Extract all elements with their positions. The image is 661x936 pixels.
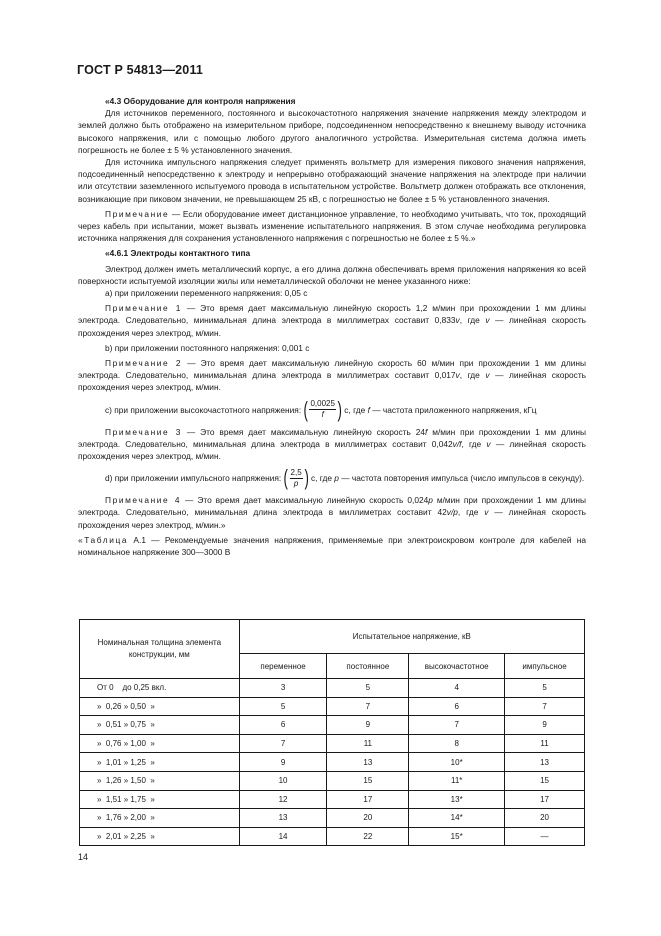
table-cell-thickness: » 1,51 » 1,75 »: [80, 790, 240, 809]
table-cell-thickness: » 1,01 » 1,25 »: [80, 753, 240, 772]
note-label: Примечание: [105, 208, 170, 219]
voltage-table: [79, 619, 585, 846]
table-cell-value: 20: [327, 809, 409, 828]
note-label: Примечание 4: [105, 495, 182, 506]
table-cell-value: 11: [327, 734, 409, 753]
note-1: Примечание 1 — Это время дает максимальную линейную скорость 1,2 м/мин при прохождении 1 мм длины электрода. Следовательно, минимальная длина электрода в миллиметрах составит 0,833v, где v — линейная скорость прохождения через электрод, м/мин.: [78, 303, 586, 338]
table-row: [80, 697, 585, 716]
table-cell-value: 12: [239, 790, 327, 809]
table-cell-value: 7: [505, 697, 585, 716]
table-cell-value: 10*: [409, 753, 505, 772]
note-2: Примечание 2 — Это время дает максимальную линейную скорость 60 м/мин при прохождении 1 мм длины электрода. Следовательно, минимальная длина электрода в миллиметрах составит 0,017v, где v — линейная скорость прохождения через электрод, м/мин.: [78, 358, 587, 393]
table-row: [80, 771, 585, 790]
table-cell-value: 20: [505, 809, 585, 828]
table-cell-value: 8: [409, 734, 505, 753]
section-heading-4-3: «4.3 Оборудование для контроля напряжения: [105, 96, 296, 106]
table-cell-value: 7: [409, 716, 505, 735]
table-cell-value: 22: [327, 827, 409, 846]
table-cell-thickness: » 1,26 » 1,50 »: [80, 771, 240, 790]
note-3: Примечание 3 — Это время дает максимальную линейную скорость 24f м/мин при прохождении 1 мм длины электрода. Следовательно, минимальная длина электрода в миллиметрах составит 0,042v/f, где v — линейная скорость прохождения через электрод, м/мин.: [78, 426, 587, 462]
table-cell-thickness: » 1,76 » 2,00 »: [80, 809, 240, 828]
paragraph: Для источника импульсного напряжения следует применять вольтметр для измерения пикового значения напряжения, подсоединенный непосредственно к электроду и непрерывно отображающий значение напряжения на электроде при наличии или отсутствии заземленного испытуемого провода в испытательном устройстве. Вольтметр должен отображать все отклонения, возникающие при пиковом значении, не превышающем 25 кВ, с погрешностью не более ± 5 % установленного значения.: [78, 157, 586, 204]
table-row: [80, 753, 585, 772]
table-cell-value: 11*: [409, 771, 505, 790]
table-cell-value: 10: [239, 771, 327, 790]
note-text: — Если оборудование имеет дистанционное управление, то необходимо учитывать, что ток, проходящий через кабель при испытании, может вызвать изменение испытательного напряжения. В этом случае необходима регулировка источника напряжения для сохранения установленного напряжения с погрешностью не более ± 5 %.»: [78, 208, 586, 244]
table-cell-value: 14: [239, 827, 327, 846]
table-cell-value: 3: [239, 679, 327, 698]
list-item-a: a) при приложении переменного напряжения: 0,05 с: [105, 288, 308, 299]
table-cell-value: 15*: [409, 827, 505, 846]
table-cell-value: —: [505, 827, 585, 846]
table-cell-value: 15: [327, 771, 409, 790]
table-body: [80, 679, 585, 846]
table-row: [80, 790, 585, 809]
table-subheader: переменное: [239, 654, 327, 679]
page-number: 14: [78, 852, 89, 862]
formula: ( $\frac{2,5}{p}$ ): [283, 465, 309, 491]
table-cell-value: 7: [239, 734, 327, 753]
list-item-c: c) при приложении высокочастотного напряжения: ( $\frac{0,0025}{f}$ ) с, где f — частота приложенного напряжения, кГц: [105, 396, 537, 422]
table-cell-value: 13: [327, 753, 409, 772]
table-row: [80, 809, 585, 828]
note: [78, 208, 586, 245]
table-cell-value: 14*: [409, 809, 505, 828]
table-cell-value: 7: [327, 697, 409, 716]
table-subheader: постоянное: [327, 654, 409, 679]
table-row: [80, 679, 585, 698]
table-row: [80, 734, 585, 753]
table-cell-value: 13: [239, 809, 327, 828]
section-heading-4-6-1: «4.6.1 Электроды контактного типа: [105, 248, 251, 259]
table-header-test-voltage: Испытательное напряжение, кВ: [239, 620, 584, 654]
table-cell-value: 5: [505, 679, 585, 698]
table-cell-value: 17: [505, 790, 585, 809]
page-header: ГОСТ Р 54813—2011: [77, 63, 204, 77]
table-cell-value: 5: [239, 697, 327, 716]
table-cell-thickness: » 2,01 » 2,25 »: [80, 827, 240, 846]
formula: ( $\frac{0,0025}{f}$ ): [303, 396, 342, 422]
table-cell-thickness: » 0,26 » 0,50 »: [80, 697, 240, 716]
table-cell-value: 6: [239, 716, 327, 735]
table-cell-thickness: От 0 до 0,25 вкл.: [80, 679, 240, 698]
table-cell-thickness: » 0,76 » 1,00 »: [80, 734, 240, 753]
paragraph: Электрод должен иметь металлический корпус, а его длина должна обеспечивать время приложения напряжения ко всей поверхности испытуемой изоляции жилы или неметаллической оболочки не менее указанного ниже:: [78, 263, 586, 286]
table-cell-value: 9: [327, 716, 409, 735]
page-content: [78, 93, 586, 558]
table-header-thickness: Номинальная толщина элемента конструкции, мм: [80, 620, 240, 679]
note-label: Примечание 2: [105, 358, 183, 369]
table-row: [80, 716, 585, 735]
table-cell-value: 5: [327, 679, 409, 698]
list-item-d: d) при приложении импульсного напряжения: ( $\frac{2,5}{p}$ ) с, где p — частота повторения импульса (число импульсов в секунду).: [105, 465, 585, 491]
note-label: Примечание 3: [105, 426, 183, 437]
table-cell-value: 13: [505, 753, 585, 772]
table-row: [80, 827, 585, 846]
table-caption: «Таблица А.1 — Рекомендуемые значения напряжения, применяемые при электроискровом контроле для кабелей на номинальное напряжение 300—3000 В: [78, 534, 586, 558]
table-cell-value: 17: [327, 790, 409, 809]
note-label: Примечание 1: [105, 303, 183, 314]
table-cell-value: 13*: [409, 790, 505, 809]
table-subheader: высокочастотное: [409, 654, 505, 679]
list-item-b: b) при приложении постоянного напряжения: 0,001 с: [105, 342, 310, 353]
table-subheader: импульсное: [505, 654, 585, 679]
note-4: Примечание 4 — Это время дает максимальную линейную скорость 0,024p м/мин при прохождении 1 мм длины электрода. Следовательно, минимальная длина электрода в миллиметрах составит 42v/p, где v — линейная скорость прохождения через электрод, м/мин.»: [78, 495, 586, 530]
table-cell-value: 6: [409, 697, 505, 716]
table-cell-value: 11: [505, 734, 585, 753]
table-cell-value: 9: [239, 753, 327, 772]
table-cell-value: 15: [505, 771, 585, 790]
table-cell-value: 4: [409, 679, 505, 698]
table-cell-thickness: » 0,51 » 0,75 »: [80, 716, 240, 735]
table-cell-value: 9: [505, 716, 585, 735]
paragraph: Для источников переменного, постоянного и высокочастотного напряжения значение напряжения между электродом и землей должно быть отображено на измерительном приборе, подсоединенном непосредственно к внешнему выводу источника высокого напряжения, или с помощью любого другого аналогичного устройства. Измерительная система должна иметь погрешность не более ± 5 % установленного значения.: [78, 108, 586, 155]
